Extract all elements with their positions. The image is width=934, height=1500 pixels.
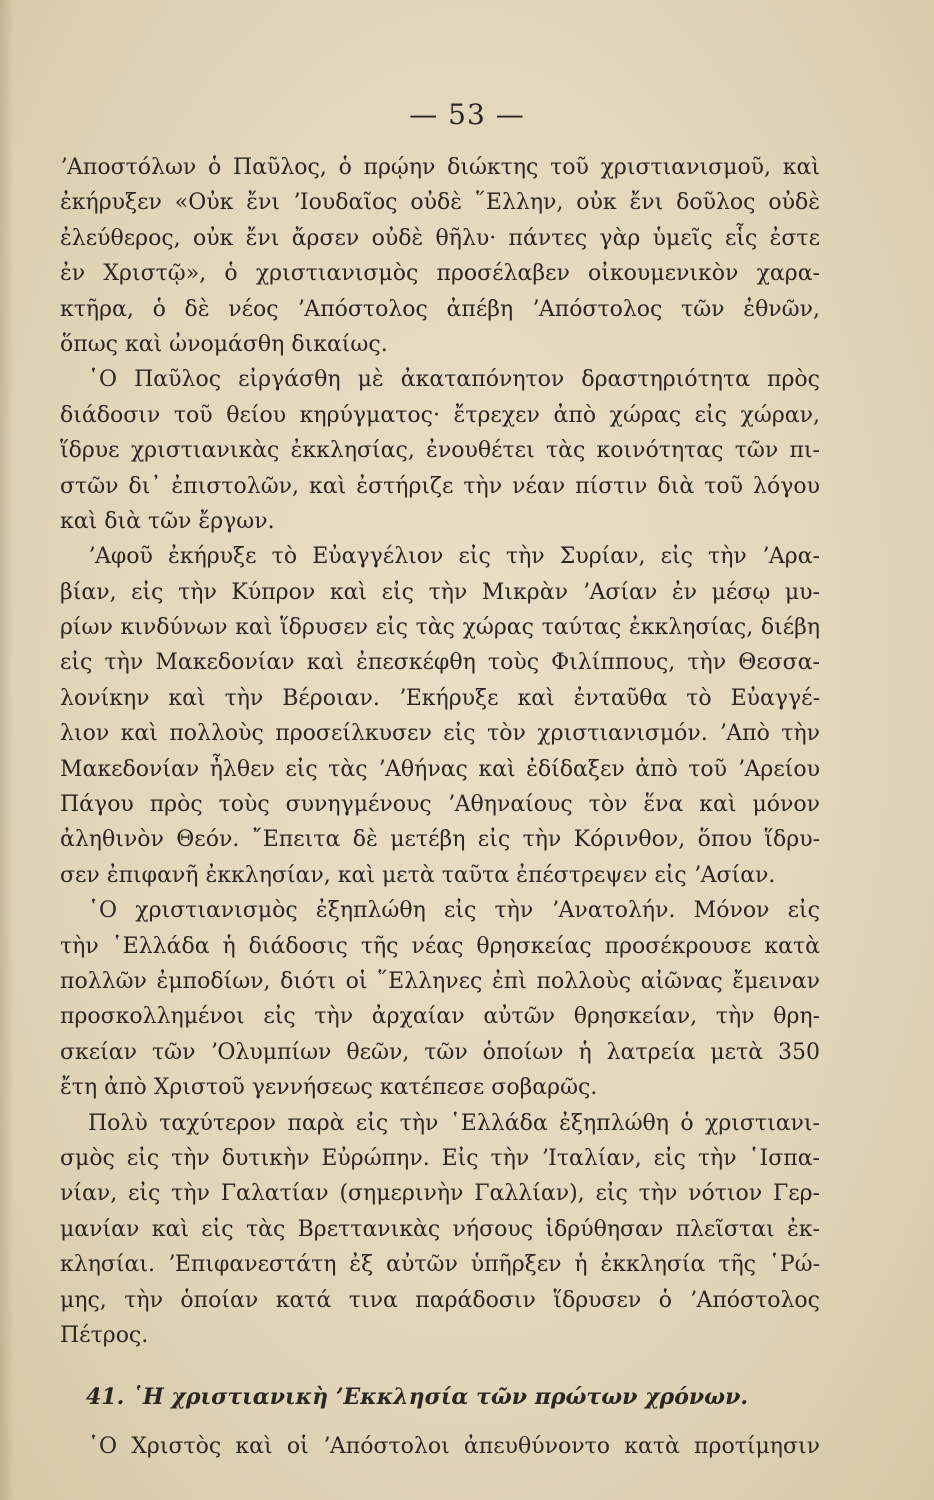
text-line: στῶν δι᾿ ἐπιστολῶν, καὶ ἐστήριζε τὴν νέαν πίστιν διὰ τοῦ λόγου <box>60 473 820 499</box>
paragraph-start: ῾Ο Παῦλος εἰργάσθη μὲ ἀκαταπόνητον δραστηριότητα πρὸς <box>88 367 820 393</box>
text-line: μης, τὴν ὁποίαν κατά τινα παράδοσιν ἵδρυσεν ὁ ʼΑπόστολος <box>60 1287 820 1313</box>
text-line: κτῆρα, ὁ δὲ νέος ʼΑπόστολος ἀπέβη ʼΑπόστολος τῶν ἐθνῶν, <box>60 296 820 322</box>
paragraph-start: ῾Ο Χριστὸς καὶ οἱ ʼΑπόστολοι ἀπευθύνοντο κατὰ προτίμησιν <box>88 1434 820 1460</box>
text-line: διάδοσιν τοῦ θείου κηρύγματος· ἔτρεχεν ἀπὸ χώρας εἰς χώραν, <box>60 402 820 428</box>
text-line: βίαν, εἰς τὴν Κύπρον καὶ εἰς τὴν Μικρὰν ʼΑσίαν ἐν μέσῳ μυ- <box>60 579 820 605</box>
text-line: ρίων κινδύνων καὶ ἵδρυσεν εἰς τὰς χώρας ταύτας ἐκκλησίας, διέβη <box>60 615 820 641</box>
spacer <box>60 1353 820 1377</box>
text-line: καὶ διὰ τῶν ἔργων. <box>60 508 275 534</box>
text-line: ἐλεύθερος, οὐκ ἔνι ἄρσεν οὐδὲ θῆλυ· πάντες γὰρ ὑμεῖς εἷς ἐστε <box>60 225 820 251</box>
text-line: μανίαν καὶ εἰς τὰς Βρεττανικὰς νήσους ἱδρύθησαν πλεῖσται ἐκ- <box>60 1216 820 1242</box>
text-line: λονίκην καὶ τὴν Βέροιαν. ʼΕκήρυξε καὶ ἐνταῦθα τὸ Εὐαγγέ- <box>60 685 820 711</box>
section-heading: 41. ῾Η χριστιανικὴ ʼΕκκλησία τῶν πρώτων χρόνων. <box>86 1384 748 1411</box>
text-line: Πάγου πρὸς τοὺς συνηγμένους ʼΑθηναίους τὸν ἕνα καὶ μόνον <box>60 792 820 818</box>
paragraph-start: Πολὺ ταχύτερον παρὰ εἰς τὴν ῾Ελλάδα ἐξηπλώθη ὁ χριστιανι- <box>88 1110 820 1136</box>
spacer <box>60 1417 820 1429</box>
text-line: ἀληθινὸν Θεόν. ῎Επειτα δὲ μετέβη εἰς τὴν Κόρινθον, ὅπου ἵδρυ- <box>60 827 820 853</box>
text-line: Μακεδονίαν ἦλθεν εἰς τὰς ʼΑθήνας καὶ ἐδίδαξεν ἀπὸ τοῦ ʼΑρείου <box>60 756 820 782</box>
text-line: σεν ἐπιφανῆ ἐκκλησίαν, καὶ μετὰ ταῦτα ἐπέστρεψεν εἰς ʼΑσίαν. <box>60 862 776 888</box>
text-line: ἐν Χριστῷ», ὁ χριστιανισμὸς προσέλαβεν οἰκουμενικὸν χαρα- <box>60 261 820 287</box>
binding-shadow <box>0 0 14 1500</box>
paragraph-start: ῾Ο χριστιανισμὸς ἐξηπλώθη εἰς τὴν ʼΑνατολήν. Μόνον εἰς <box>88 898 820 924</box>
text-line: ἵδρυε χριστιανικὰς ἐκκλησίας, ἐνουθέτει τὰς κοινότητας τῶν πι- <box>60 438 820 464</box>
text-line: τὴν ῾Ελλάδα ἡ διάδοσις τῆς νέας θρησκείας προσέκρουσε κατὰ <box>60 933 820 959</box>
body-text <box>60 150 820 1465</box>
text-line: νίαν, εἰς τὴν Γαλατίαν (σημερινὴν Γαλλίαν), εἰς τὴν νότιον Γερ- <box>60 1181 820 1207</box>
text-line: σμὸς εἰς τὴν δυτικὴν Εὐρώπην. Εἰς τὴν ʼΙταλίαν, εἰς τὴν ῾Ισπα- <box>60 1145 820 1171</box>
paragraph-start: ʼΑφοῦ ἐκήρυξε τὸ Εὐαγγέλιον εἰς τὴν Συρίαν, εἰς τὴν ʼΑρα- <box>88 544 820 570</box>
text-line: Πέτρος. <box>60 1322 149 1348</box>
text-line: ὅπως καὶ ὠνομάσθη δικαίως. <box>60 331 388 357</box>
text-line: πολλῶν ἐμποδίων, διότι οἱ ῞Ελληνες ἐπὶ πολλοὺς αἰῶνας ἔμειναν <box>60 968 820 994</box>
text-line: σκείαν τῶν ʼΟλυμπίων θεῶν, τῶν ὁποίων ἡ λατρεία μετὰ 350 <box>60 1039 820 1065</box>
text-line: κλησίαι. ʼΕπιφανεστάτη ἐξ αὐτῶν ὑπῆρξεν ἡ ἐκκλησία τῆς ῾Ρώ- <box>60 1252 820 1278</box>
text-line: λιον καὶ πολλοὺς προσείλκυσεν εἰς τὸν χριστιανισμόν. ʼΑπὸ τὴν <box>60 721 820 747</box>
text-line: ʼΑποστόλων ὁ Παῦλος, ὁ πρῴην διώκτης τοῦ χριστιανισμοῦ, καὶ <box>60 155 820 180</box>
text-line: ἐκήρυξεν «Οὐκ ἔνι ʼΙουδαῖος οὐδὲ ῞Ελλην, οὐκ ἔνι δοῦλος οὐδὲ <box>60 190 820 216</box>
text-line: προσκολλημένοι εἰς τὴν ἀρχαίαν αὐτῶν θρησκείαν, τὴν θρη- <box>60 1004 820 1030</box>
text-line: εἰς τὴν Μακεδονίαν καὶ ἐπεσκέφθη τοὺς Φιλίππους, τὴν Θεσσα- <box>60 650 820 676</box>
page-number: — 53 — <box>409 98 525 131</box>
text-line: ἔτη ἀπὸ Χριστοῦ γεννήσεως κατέπεσε σοβαρῶς. <box>60 1075 598 1101</box>
